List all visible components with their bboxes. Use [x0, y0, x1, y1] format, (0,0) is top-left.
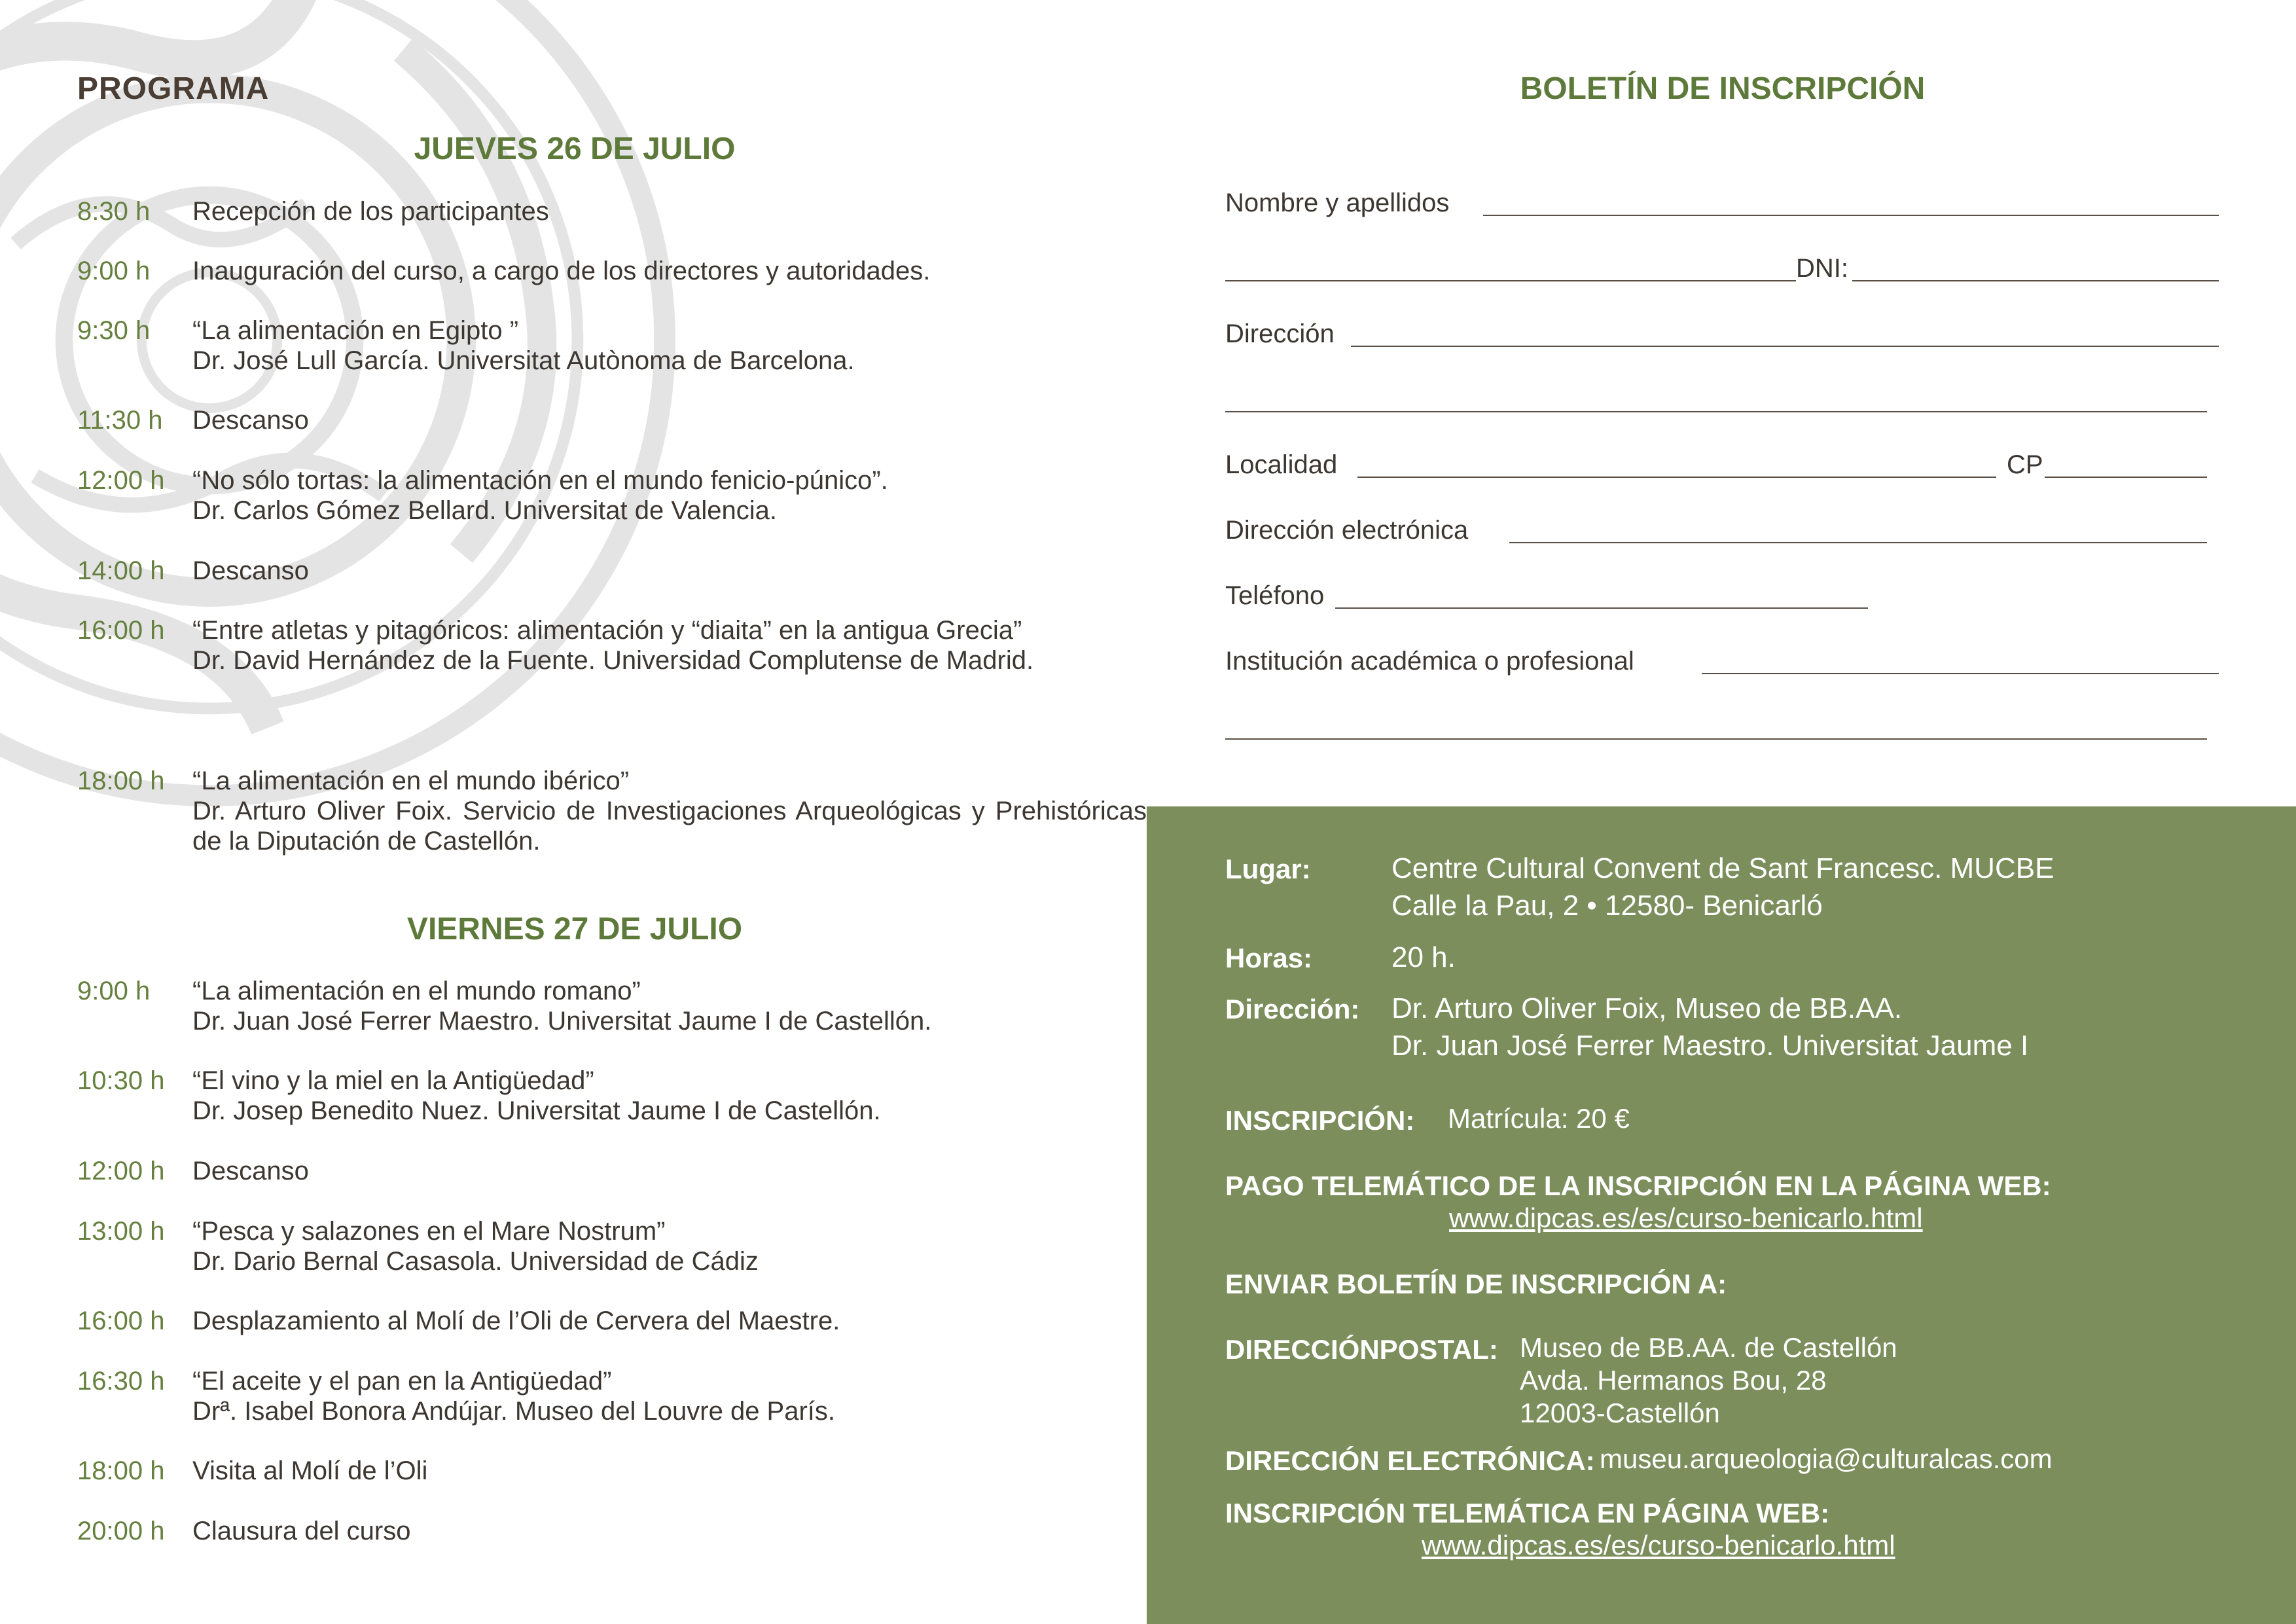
- direccion-line2: Dr. Juan José Ferrer Maestro. Universitat Jaume I: [1391, 1030, 2029, 1062]
- schedule-time: 9:00 h: [77, 257, 151, 285]
- cp-label: CP: [2007, 450, 2043, 479]
- postal-line1: Museo de BB.AA. de Castellón: [1520, 1332, 1897, 1363]
- schedule-text: Recepción de los participantes: [192, 197, 549, 226]
- lugar-line2: Calle la Pau, 2 • 12580- Benicarló: [1391, 890, 1823, 922]
- direccion-field-line2[interactable]: [1225, 411, 2207, 412]
- telematica-link[interactable]: www.dipcas.es/es/curso-benicarlo.html: [1422, 1530, 1895, 1561]
- schedule-time: 12:00 h: [77, 466, 165, 495]
- email-field[interactable]: [1509, 542, 2207, 543]
- horas-value: 20 h.: [1391, 941, 1456, 973]
- institucion-field-line2[interactable]: [1225, 738, 2207, 740]
- programa-title: PROGRAMA: [77, 71, 270, 106]
- pago-label: PAGO TELEMÁTICO DE LA INSCRIPCIÓN EN LA PÁGINA WEB:: [1225, 1170, 2051, 1201]
- nombre-field[interactable]: [1483, 215, 2219, 216]
- lugar-value: [1391, 850, 2054, 924]
- schedule-speaker: Dr. Josep Benedito Nuez. Universitat Jaume I de Castellón.: [192, 1096, 881, 1125]
- nombre-field-line2[interactable]: [1225, 280, 1796, 281]
- schedule-time: 14:00 h: [77, 556, 165, 585]
- lugar-line1: Centre Cultural Convent de Sant Francesc. MUCBE: [1391, 852, 2054, 884]
- schedule-text: “No sólo tortas: la alimentación en el mundo fenicio-púnico”.: [192, 466, 888, 495]
- schedule-time: 9:00 h: [77, 977, 151, 1005]
- lugar-label: Lugar:: [1225, 854, 1311, 884]
- schedule-speaker: Dr. José Lull García. Universitat Autònoma de Barcelona.: [192, 346, 855, 375]
- schedule-text: “La alimentación en Egipto ”: [192, 316, 519, 345]
- localidad-label: Localidad: [1225, 450, 1338, 479]
- horas-label: Horas:: [1225, 943, 1313, 973]
- schedule-time: 16:00 h: [77, 1307, 165, 1335]
- inscripcion-label: INSCRIPCIÓN:: [1225, 1105, 1415, 1136]
- schedule-speaker: Dr. Arturo Oliver Foix. Servicio de Investigaciones Arqueológicas y Prehistóricas de la Diputación de Castellón.: [192, 797, 1147, 856]
- postal-line2: Avda. Hermanos Bou, 28: [1520, 1365, 1827, 1396]
- matricula-value: Matrícula: 20 €: [1448, 1103, 1630, 1134]
- schedule-text: Clausura del curso: [192, 1517, 411, 1545]
- enviar-label: ENVIAR BOLETÍN DE INSCRIPCIÓN A:: [1225, 1269, 1727, 1299]
- direccion-label: Dirección: [1225, 319, 1335, 348]
- day2-title: VIERNES 27 DE JULIO: [406, 912, 743, 947]
- schedule-time: 18:00 h: [77, 767, 165, 795]
- postal-line3: 12003-Castellón: [1520, 1398, 1720, 1428]
- direccion-line1: Dr. Arturo Oliver Foix, Museo de BB.AA.: [1391, 992, 1903, 1024]
- schedule-text: “La alimentación en el mundo romano”: [192, 977, 641, 1005]
- email-info-value[interactable]: museu.arqueologia@culturalcas.com: [1600, 1443, 2053, 1474]
- institucion-label: Institución académica o profesional: [1225, 647, 1634, 676]
- direccion-info-label: Dirección:: [1225, 994, 1360, 1024]
- schedule-time: 20:00 h: [77, 1517, 165, 1545]
- boletin-title: BOLETÍN DE INSCRIPCIÓN: [1520, 71, 1926, 106]
- nombre-label: Nombre y apellidos: [1225, 189, 1450, 217]
- schedule-time: 18:00 h: [77, 1456, 165, 1485]
- email-info-label: DIRECCIÓN ELECTRÓNICA:: [1225, 1445, 1595, 1476]
- schedule-text: “El aceite y el pan en la Antigüedad”: [192, 1367, 612, 1396]
- telefono-field[interactable]: [1335, 607, 1868, 609]
- localidad-field[interactable]: [1357, 477, 1996, 478]
- schedule-text: Visita al Molí de l’Oli: [192, 1456, 428, 1485]
- institucion-field[interactable]: [1702, 673, 2219, 674]
- info-box: [1147, 806, 2296, 1624]
- direccion-info-value: [1391, 990, 2028, 1064]
- dni-label: DNI:: [1796, 254, 1848, 283]
- pago-link[interactable]: www.dipcas.es/es/curso-benicarlo.html: [1449, 1202, 1923, 1233]
- schedule-speaker: Dr. Dario Bernal Casasola. Universidad de Cádiz: [192, 1247, 759, 1276]
- postal-value: [1520, 1331, 1897, 1430]
- schedule-text: “La alimentación en el mundo ibérico”: [192, 767, 630, 795]
- telematica-label: INSCRIPCIÓN TELEMÁTICA EN PÁGINA WEB:: [1225, 1498, 1830, 1528]
- dni-field[interactable]: [1852, 280, 2219, 281]
- schedule-speaker: Dr. Carlos Gómez Bellard. Universitat de Valencia.: [192, 496, 777, 525]
- schedule-time: 10:30 h: [77, 1066, 165, 1095]
- schedule-speaker: Dr. Juan José Ferrer Maestro. Universitat Jaume I de Castellón.: [192, 1007, 932, 1036]
- schedule-time: 8:30 h: [77, 197, 151, 226]
- schedule-text: Inauguración del curso, a cargo de los directores y autoridades.: [192, 257, 931, 285]
- schedule-speaker: Drª. Isabel Bonora Andújar. Museo del Louvre de París.: [192, 1397, 836, 1426]
- schedule-text: Descanso: [192, 406, 309, 435]
- schedule-time: 12:00 h: [77, 1157, 165, 1185]
- schedule-text: Descanso: [192, 556, 309, 585]
- schedule-text: Descanso: [192, 1157, 309, 1185]
- telefono-label: Teléfono: [1225, 581, 1325, 610]
- schedule-text: “Pesca y salazones en el Mare Nostrum”: [192, 1217, 666, 1246]
- schedule-time: 13:00 h: [77, 1217, 165, 1246]
- schedule-speaker: Dr. David Hernández de la Fuente. Universidad Complutense de Madrid.: [192, 646, 1034, 675]
- schedule-text: “Entre atletas y pitagóricos: alimentación y “diaita” en la antigua Grecia”: [192, 616, 1022, 645]
- postal-label: DIRECCIÓNPOSTAL:: [1225, 1334, 1498, 1365]
- schedule-text: Desplazamiento al Molí de l’Oli de Cervera del Maestre.: [192, 1307, 840, 1335]
- email-label: Dirección electrónica: [1225, 516, 1469, 545]
- schedule-time: 16:00 h: [77, 616, 165, 645]
- schedule-time: 16:30 h: [77, 1367, 165, 1396]
- schedule-text: “El vino y la miel en la Antigüedad”: [192, 1066, 594, 1095]
- cp-field[interactable]: [2045, 477, 2207, 478]
- direccion-field[interactable]: [1351, 346, 2219, 347]
- schedule-time: 11:30 h: [77, 406, 163, 435]
- day1-title: JUEVES 26 DE JULIO: [414, 132, 736, 166]
- schedule-time: 9:30 h: [77, 316, 151, 345]
